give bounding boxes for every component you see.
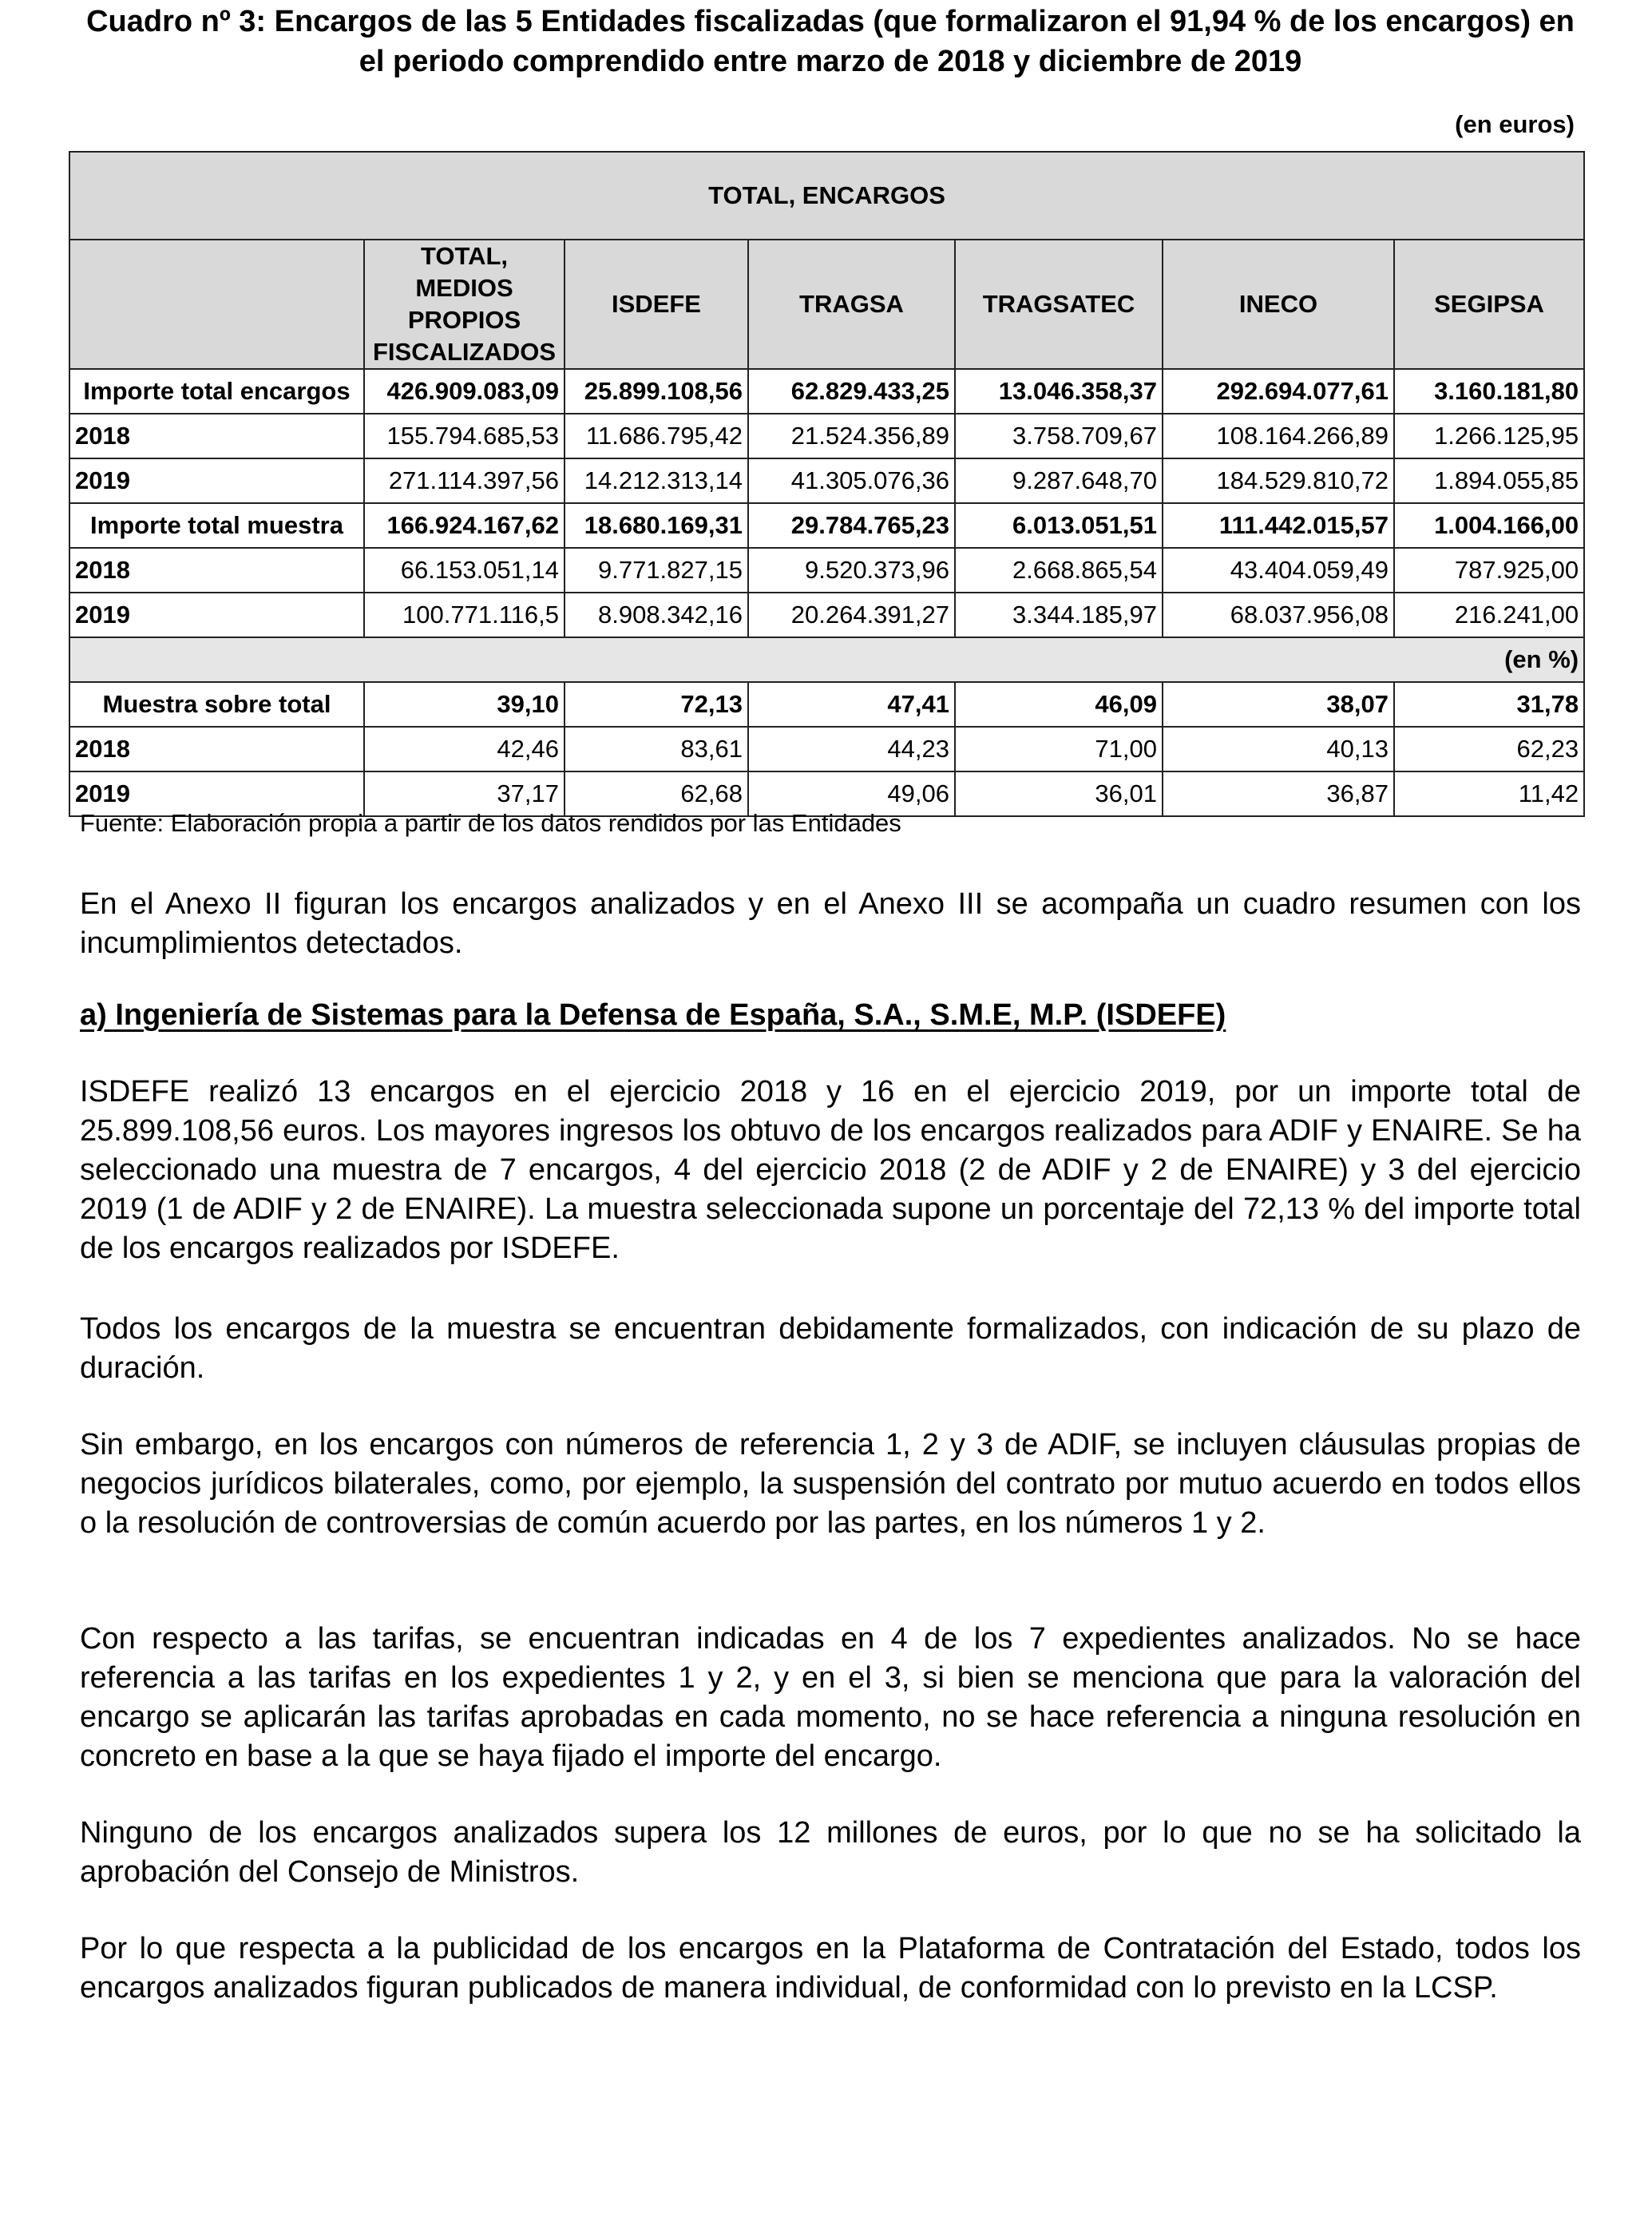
table-cell: 2.668.865,54 [955,548,1163,593]
table-cell: 426.909.083,09 [364,369,565,414]
percent-band-row [69,637,1584,682]
table-cell: 9.287.648,70 [955,458,1163,503]
table-cell: 184.529.810,72 [1163,458,1394,503]
table-caption: Cuadro nº 3: Encargos de las 5 Entidades fiscalizadas (que formalizaron el 91,94 % de los encargos) en el periodo comprendido entre marzo de 2018 y diciembre de 2019 [86,5,1575,78]
column-header: TOTAL, MEDIOS PROPIOS FISCALIZADOS [364,240,565,369]
table-cell: 38,07 [1163,682,1394,727]
table-cell: 36,01 [955,771,1163,816]
table-cell: 71,00 [955,727,1163,771]
table-cell: 62,68 [565,771,748,816]
table-source-note: Fuente: Elaboración propia a partir de los datos rendidos por las Entidades [80,809,901,837]
table-row [69,503,1584,548]
table-cell: 166.924.167,62 [364,503,565,548]
table-cell: 9.771.827,15 [565,548,748,593]
body-paragraph: ISDEFE realizó 13 encargos en el ejercicio 2018 y 16 en el ejercicio 2019, por un importe total de 25.899.108,56 euros. Los mayores ingresos los obtuvo de los encargos realizados para ADIF y ENAIRE. Se ha seleccionado una muestra de 7 encargos, 4 del ejercicio 2018 (2 de ADIF y 2 de ENAIRE) y 3 del ejercicio 2019 (1 de ADIF y 2 de ENAIRE). La muestra seleccionada supone un porcentaje del 72,13 % del importe total de los encargos realizados por ISDEFE. [80,1075,1581,1265]
column-header: INECO [1163,240,1394,369]
table-cell: 1.894.055,85 [1394,458,1584,503]
row-label: 2018 [69,414,364,458]
table-cell: 72,13 [565,682,748,727]
encargos-table [69,151,1585,817]
intro-paragraph: En el Anexo II figuran los encargos analizados y en el Anexo III se acompaña un cuadro resumen con los incumplimientos detectados. [80,887,1581,960]
row-label: 2018 [69,548,364,593]
table-row [69,727,1584,771]
table-row [69,458,1584,503]
table-row [69,682,1584,727]
column-header [69,240,364,369]
table-cell: 11,42 [1394,771,1584,816]
table-cell: 42,46 [364,727,565,771]
table-cell: 14.212.313,14 [565,458,748,503]
table-cell: 1.266.125,95 [1394,414,1584,458]
table-cell: 292.694.077,61 [1163,369,1394,414]
table-cell: 83,61 [565,727,748,771]
table-cell: 13.046.358,37 [955,369,1163,414]
table-cell: 29.784.765,23 [748,503,955,548]
table-cell: 11.686.795,42 [565,414,748,458]
table-cell: 108.164.266,89 [1163,414,1394,458]
body-paragraph: Por lo que respecta a la publicidad de los encargos en la Plataforma de Contratación del Estado, todos los encargos analizados figuran publicados de manera individual, de conformidad con lo previsto en la LCSP. [80,1932,1581,2005]
table-cell: 68.037.956,08 [1163,593,1394,637]
column-header-row [69,240,1584,369]
body-paragraph: Todos los encargos de la muestra se encuentran debidamente formalizados, con indicación de su plazo de duración. [80,1312,1581,1385]
table-cell: 66.153.051,14 [364,548,565,593]
table-cell: 43.404.059,49 [1163,548,1394,593]
unit-label-percent: (en %) [69,637,1584,682]
table-cell: 3.758.709,67 [955,414,1163,458]
table-cell: 111.442.015,57 [1163,503,1394,548]
table-cell: 44,23 [748,727,955,771]
body-paragraph: Ninguno de los encargos analizados supera los 12 millones de euros, por lo que no se ha solicitado la aprobación del Consejo de Ministros. [80,1816,1581,1889]
table-row [69,414,1584,458]
table-cell: 37,17 [364,771,565,816]
table-cell: 155.794.685,53 [364,414,565,458]
unit-label-euros: (en euros) [1455,110,1575,138]
column-header: ISDEFE [565,240,748,369]
row-label: Muestra sobre total [69,682,364,727]
table-row [69,548,1584,593]
section-heading: a) Ingeniería de Sistemas para la Defensa de España, S.A., S.M.E, M.P. (ISDEFE) [80,998,1226,1032]
band-header-row [69,152,1584,240]
table-cell: 1.004.166,00 [1394,503,1584,548]
column-header: TRAGSATEC [955,240,1163,369]
row-label: 2019 [69,593,364,637]
table-cell: 62.829.433,25 [748,369,955,414]
table-cell: 49,06 [748,771,955,816]
table-cell: 25.899.108,56 [565,369,748,414]
table-cell: 21.524.356,89 [748,414,955,458]
table-cell: 8.908.342,16 [565,593,748,637]
row-label: 2018 [69,727,364,771]
table-cell: 271.114.397,56 [364,458,565,503]
column-header: SEGIPSA [1394,240,1584,369]
row-label: Importe total muestra [69,503,364,548]
table-cell: 3.344.185,97 [955,593,1163,637]
table-cell: 39,10 [364,682,565,727]
row-label: 2019 [69,458,364,503]
row-label: 2019 [69,771,364,816]
table-cell: 18.680.169,31 [565,503,748,548]
table-cell: 3.160.181,80 [1394,369,1584,414]
column-header: TRAGSA [748,240,955,369]
table-row [69,593,1584,637]
table-cell: 9.520.373,96 [748,548,955,593]
table-cell: 216.241,00 [1394,593,1584,637]
table-cell: 31,78 [1394,682,1584,727]
table-cell: 787.925,00 [1394,548,1584,593]
body-paragraph: Sin embargo, en los encargos con números de referencia 1, 2 y 3 de ADIF, se incluyen cláusulas propias de negocios jurídicos bilaterales, como, por ejemplo, la suspensión del contrato por mutuo acuerdo en todos ellos o la resolución de controversias de común acuerdo por las partes, en los números 1 y 2. [80,1428,1581,1540]
table-cell: 62,23 [1394,727,1584,771]
table-cell: 41.305.076,36 [748,458,955,503]
body-paragraph: Con respecto a las tarifas, se encuentran indicadas en 4 de los 7 expedientes analizados. No se hace referencia a las tarifas en los expedientes 1 y 2, y en el 3, si bien se menciona que para la valoración del encargo se aplicarán las tarifas aprobadas en cada momento, no se hace referencia a ninguna resolución en concreto en base a la que se haya fijado el importe del encargo. [80,1622,1581,1773]
row-label: Importe total encargos [69,369,364,414]
table-cell: 36,87 [1163,771,1394,816]
table-cell: 40,13 [1163,727,1394,771]
band-header: TOTAL, ENCARGOS [69,152,1584,240]
table-cell: 100.771.116,5 [364,593,565,637]
table-cell: 20.264.391,27 [748,593,955,637]
table-row [69,369,1584,414]
table-cell: 6.013.051,51 [955,503,1163,548]
table-cell: 46,09 [955,682,1163,727]
table-cell: 47,41 [748,682,955,727]
